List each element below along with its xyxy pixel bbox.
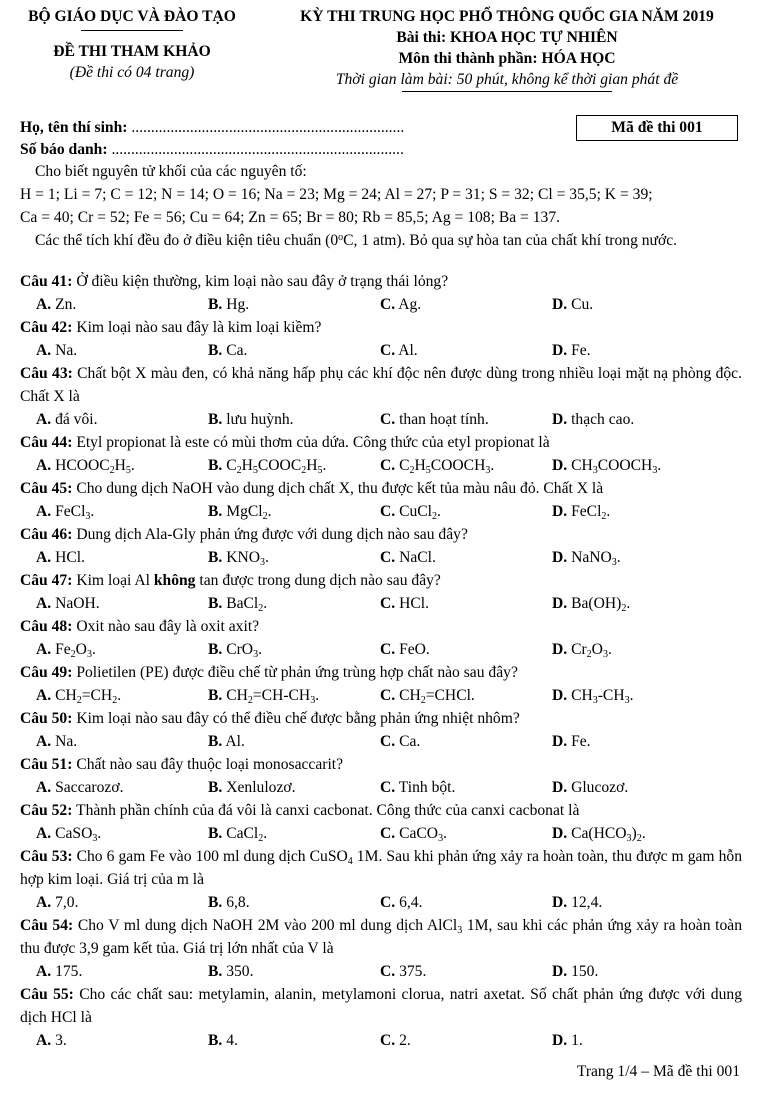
question-item	[20, 316, 742, 362]
option-letter: B.	[208, 825, 223, 842]
option-text: $Cr_2O_3$.	[567, 641, 612, 660]
answer-option-a[interactable]	[20, 684, 208, 707]
answer-option-d[interactable]	[552, 891, 724, 914]
option-text: Al.	[395, 342, 418, 359]
answer-options	[20, 339, 742, 362]
question-text: Kim loại Al không tan được trong dung dịch nào sau đây?	[72, 572, 441, 589]
candidate-name-field[interactable]: ......................................................................	[131, 119, 405, 136]
intro	[20, 160, 742, 252]
question-label: Câu 45:	[20, 480, 73, 497]
answer-option-d[interactable]	[552, 730, 724, 753]
option-text: MgCl$_2$.	[222, 503, 272, 522]
option-letter: A.	[36, 411, 52, 428]
question-text: Cho 6 gam Fe vào 100 ml dung dịch CuSO$_4$ 1M. Sau khi phản ứng xảy ra hoàn toàn, thu được m gam hỗn hợp kim loại. Giá trị của m là	[20, 848, 742, 888]
answer-option-c[interactable]	[380, 454, 552, 477]
question-item	[20, 799, 742, 845]
question-item	[20, 431, 742, 477]
answer-option-b[interactable]	[208, 960, 380, 983]
question-label: Câu 50:	[20, 710, 73, 727]
intro-line-4-a: Các thể tích khí đều đo ở điều kiện tiêu chuẩn (0	[35, 232, 339, 249]
option-letter: B.	[208, 342, 223, 359]
option-letter: A.	[36, 1032, 52, 1049]
question-stem	[20, 477, 742, 500]
question-label: Câu 54:	[20, 917, 74, 934]
answer-options	[20, 454, 742, 477]
answer-options	[20, 891, 742, 914]
exam-code-box: Mã đề thi 001	[576, 115, 738, 141]
option-letter: C.	[380, 779, 396, 796]
answer-option-a[interactable]	[20, 500, 208, 523]
option-text: FeCl$_3$.	[51, 503, 95, 522]
ministry-name: BỘ GIÁO DỤC VÀ ĐÀO TẠO	[28, 8, 236, 25]
option-text: Glucozơ.	[567, 779, 629, 796]
question-stem	[20, 753, 742, 776]
candidate-id-field[interactable]: ...........................................................................	[111, 141, 404, 158]
option-letter: D.	[552, 595, 568, 612]
answer-option-b[interactable]	[208, 1029, 380, 1052]
header-right-rule	[402, 91, 612, 92]
option-letter: C.	[380, 641, 396, 658]
answer-option-a[interactable]	[20, 730, 208, 753]
answer-option-d[interactable]	[552, 339, 724, 362]
header-left	[12, 6, 252, 83]
option-letter: B.	[208, 296, 223, 313]
option-text: $CH_2=CH_2$.	[51, 687, 122, 706]
question-label: Câu 53:	[20, 848, 73, 865]
question-text: Chất bột X màu đen, có khả năng hấp phụ các khí độc nên được dùng trong nhiều loại mặt nạ phòng độc. Chất X là	[20, 365, 742, 405]
answer-option-c[interactable]	[380, 408, 552, 431]
question-text: Thành phần chính của đá vôi là canxi cacbonat. Công thức của canxi cacbonat là	[72, 802, 580, 819]
option-text: CaSO$_3$.	[51, 825, 102, 844]
pages-note: (Đề thi có 04 trang)	[69, 64, 195, 81]
answer-option-a[interactable]	[20, 408, 208, 431]
intro-line-1: Cho biết nguyên tử khối của các nguyên tố:	[35, 163, 307, 180]
answer-option-d[interactable]	[552, 293, 724, 316]
option-text: Zn.	[51, 296, 77, 313]
header-left-rule	[81, 30, 183, 31]
question-stem	[20, 431, 742, 454]
question-text: Chất nào sau đây thuộc loại monosaccarit?	[72, 756, 344, 773]
option-letter: C.	[380, 1032, 396, 1049]
option-letter: A.	[36, 296, 52, 313]
question-stem	[20, 914, 742, 960]
question-label: Câu 51:	[20, 756, 73, 773]
answer-option-c[interactable]	[380, 684, 552, 707]
question-item	[20, 477, 742, 523]
option-letter: D.	[552, 411, 568, 428]
answer-option-c[interactable]	[380, 891, 552, 914]
question-item	[20, 523, 742, 569]
candidate-id-label: Số báo danh:	[20, 141, 108, 158]
option-text: 3.	[51, 1032, 67, 1049]
option-letter: B.	[208, 687, 223, 704]
option-letter: C.	[380, 549, 396, 566]
option-letter: D.	[552, 1032, 568, 1049]
question-item	[20, 845, 742, 914]
page-footer: Trang 1/4 – Mã đề thi 001	[576, 1063, 740, 1080]
question-label: Câu 44:	[20, 434, 73, 451]
option-text: lưu huỳnh.	[222, 411, 294, 428]
option-letter: A.	[36, 825, 52, 842]
answer-option-a[interactable]	[20, 960, 208, 983]
answer-option-a[interactable]	[20, 822, 208, 845]
question-stem	[20, 615, 742, 638]
answer-option-a[interactable]	[20, 339, 208, 362]
question-label: Câu 43:	[20, 365, 73, 382]
option-letter: B.	[208, 894, 223, 911]
option-text: FeCl$_2$.	[567, 503, 611, 522]
option-text: $Ca(HCO_3)_2$.	[567, 825, 646, 844]
answer-option-a[interactable]	[20, 293, 208, 316]
option-text: CrO$_3$.	[222, 641, 262, 660]
question-item	[20, 707, 742, 753]
option-letter: A.	[36, 595, 52, 612]
option-text: $CH_2=CH-CH_3$.	[222, 687, 320, 706]
option-text: FeO.	[395, 641, 430, 658]
option-letter: B.	[208, 549, 223, 566]
option-letter: B.	[208, 733, 223, 750]
answer-option-d[interactable]	[552, 500, 724, 523]
option-letter: C.	[380, 733, 396, 750]
answer-option-c[interactable]	[380, 776, 552, 799]
answer-options	[20, 684, 742, 707]
intro-line-2: H = 1; Li = 7; C = 12; N = 14; O = 16; Na = 23; Mg = 24; Al = 27; P = 31; S = 32; Cl = 35,5; K = 39;	[20, 186, 653, 203]
exam-title: KỲ THI TRUNG HỌC PHỔ THÔNG QUỐC GIA NĂM 2019	[300, 8, 714, 25]
question-stem	[20, 523, 742, 546]
question-label: Câu 42:	[20, 319, 73, 336]
answer-option-d[interactable]	[552, 408, 724, 431]
answer-option-a[interactable]	[20, 891, 208, 914]
degree-sup: o	[338, 232, 344, 243]
option-text: 6,4.	[395, 894, 423, 911]
answer-option-c[interactable]	[380, 500, 552, 523]
option-text: $CH_2=CHCl$.	[395, 687, 475, 706]
option-letter: A.	[36, 342, 52, 359]
answer-option-d[interactable]	[552, 684, 724, 707]
answer-option-b[interactable]	[208, 822, 380, 845]
option-letter: A.	[36, 779, 52, 796]
option-text: $CH_3-CH_3$.	[567, 687, 634, 706]
answer-option-d[interactable]	[552, 454, 724, 477]
option-letter: A.	[36, 687, 52, 704]
option-text: 1.	[567, 1032, 583, 1049]
option-text: 375.	[395, 963, 427, 980]
answer-options	[20, 408, 742, 431]
option-text: Fe.	[567, 733, 591, 750]
answer-options	[20, 776, 742, 799]
answer-option-a[interactable]	[20, 638, 208, 661]
option-text: HCl.	[51, 549, 85, 566]
answer-option-b[interactable]	[208, 638, 380, 661]
option-letter: A.	[36, 733, 52, 750]
option-text: $CH_3COOCH_3$.	[567, 457, 662, 476]
answer-options	[20, 592, 742, 615]
answer-options	[20, 293, 742, 316]
option-letter: A.	[36, 963, 52, 980]
answer-option-d[interactable]	[552, 1029, 724, 1052]
option-text: Ca.	[222, 342, 248, 359]
question-item	[20, 615, 742, 661]
answer-option-b[interactable]	[208, 684, 380, 707]
option-text: 7,0.	[51, 894, 79, 911]
option-letter: A.	[36, 457, 52, 474]
answer-option-d[interactable]	[552, 960, 724, 983]
answer-options	[20, 822, 742, 845]
answer-option-b[interactable]	[208, 891, 380, 914]
answer-option-c[interactable]	[380, 1029, 552, 1052]
option-letter: B.	[208, 457, 223, 474]
exam-type: ĐỀ THI THAM KHẢO	[53, 43, 211, 60]
question-label: Câu 46:	[20, 526, 73, 543]
option-text: 350.	[222, 963, 254, 980]
option-letter: A.	[36, 503, 52, 520]
option-text: Cu.	[567, 296, 594, 313]
answer-option-c[interactable]	[380, 546, 552, 569]
question-label: Câu 48:	[20, 618, 73, 635]
question-item	[20, 661, 742, 707]
answer-option-d[interactable]	[552, 638, 724, 661]
answer-option-c[interactable]	[380, 638, 552, 661]
option-text: CuCl$_2$.	[395, 503, 441, 522]
option-text: than hoạt tính.	[395, 411, 489, 428]
answer-options	[20, 638, 742, 661]
question-text: Polietilen (PE) được điều chế từ phản ứng trùng hợp chất nào sau đây?	[72, 664, 518, 681]
answer-options	[20, 730, 742, 753]
option-text: đá vôi.	[51, 411, 98, 428]
option-letter: A.	[36, 549, 52, 566]
option-text: NaCl.	[395, 549, 436, 566]
answer-option-b[interactable]	[208, 454, 380, 477]
question-item	[20, 362, 742, 431]
question-stem	[20, 845, 742, 891]
option-letter: B.	[208, 963, 223, 980]
option-text: NaNO$_3$.	[567, 549, 621, 568]
option-text: 4.	[222, 1032, 238, 1049]
option-letter: D.	[552, 503, 568, 520]
question-item	[20, 983, 742, 1052]
answer-options	[20, 960, 742, 983]
option-text: Hg.	[222, 296, 250, 313]
answer-option-b[interactable]	[208, 500, 380, 523]
option-text: thạch cao.	[567, 411, 635, 428]
option-text: 12,4.	[567, 894, 603, 911]
option-letter: C.	[380, 342, 396, 359]
answer-option-a[interactable]	[20, 592, 208, 615]
question-text: Kim loại nào sau đây có thể điều chế được bằng phản ứng nhiệt nhôm?	[72, 710, 520, 727]
question-text: Oxit nào sau đây là oxit axit?	[72, 618, 260, 635]
option-text: $Fe_2O_3$.	[51, 641, 96, 660]
time-note: Thời gian làm bài: 50 phút, không kể thời gian phát đề	[335, 71, 679, 88]
option-text: Fe.	[567, 342, 591, 359]
question-stem	[20, 270, 742, 293]
option-letter: D.	[552, 641, 568, 658]
answer-option-c[interactable]	[380, 293, 552, 316]
option-letter: C.	[380, 595, 396, 612]
answer-option-b[interactable]	[208, 339, 380, 362]
option-letter: A.	[36, 641, 52, 658]
option-letter: C.	[380, 503, 396, 520]
option-text: 6,8.	[222, 894, 250, 911]
subject-test: Bài thi: KHOA HỌC TỰ NHIÊN	[396, 29, 618, 46]
question-text: Cho dung dịch NaOH vào dung dịch chất X, thu được kết tủa màu nâu đỏ. Chất X là	[72, 480, 604, 497]
intro-line-3: Ca = 40; Cr = 52; Fe = 56; Cu = 64; Zn = 65; Br = 80; Rb = 85,5; Ag = 108; Ba = 137.	[20, 209, 561, 226]
option-text: BaCl$_2$.	[222, 595, 268, 614]
question-stem	[20, 799, 742, 822]
option-text: Na.	[51, 342, 78, 359]
question-text: Dung dịch Ala-Gly phản ứng được với dung dịch nào sau đây?	[72, 526, 468, 543]
option-text: CaCO$_3$.	[395, 825, 447, 844]
option-letter: B.	[208, 595, 223, 612]
option-letter: C.	[380, 411, 396, 428]
question-stem	[20, 362, 742, 408]
question-list	[20, 270, 742, 1052]
option-letter: B.	[208, 1032, 223, 1049]
option-letter: D.	[552, 457, 568, 474]
question-stem	[20, 983, 742, 1029]
answer-option-b[interactable]	[208, 546, 380, 569]
answer-options	[20, 500, 742, 523]
option-text: $C_2H_5COOC_2H_5$.	[222, 457, 327, 476]
option-letter: D.	[552, 894, 568, 911]
option-text: NaOH.	[51, 595, 100, 612]
answer-option-c[interactable]	[380, 592, 552, 615]
question-stem	[20, 316, 742, 339]
option-text: Ca.	[395, 733, 421, 750]
answer-option-a[interactable]	[20, 546, 208, 569]
question-stem	[20, 569, 742, 592]
question-item	[20, 569, 742, 615]
question-label: Câu 47:	[20, 572, 73, 589]
answer-option-d[interactable]	[552, 776, 724, 799]
question-item	[20, 914, 742, 983]
answer-option-d[interactable]	[552, 822, 724, 845]
option-text: Saccarozơ.	[51, 779, 124, 796]
option-text: $Ba(OH)_2$.	[567, 595, 631, 614]
option-letter: C.	[380, 894, 396, 911]
option-text: Na.	[51, 733, 78, 750]
option-letter: D.	[552, 963, 568, 980]
option-letter: B.	[208, 411, 223, 428]
option-text: HCl.	[395, 595, 429, 612]
option-letter: D.	[552, 733, 568, 750]
option-letter: D.	[552, 779, 568, 796]
answer-option-c[interactable]	[380, 730, 552, 753]
option-text: 2.	[395, 1032, 411, 1049]
question-stem	[20, 707, 742, 730]
intro-line-4-b: C, 1 atm). Bỏ qua sự hòa tan của chất khí trong nước.	[343, 232, 678, 249]
option-text: $KNO_3$.	[222, 549, 269, 568]
option-letter: C.	[380, 687, 396, 704]
answer-option-b[interactable]	[208, 776, 380, 799]
option-letter: B.	[208, 779, 223, 796]
option-text: 175.	[51, 963, 83, 980]
question-label: Câu 55:	[20, 986, 74, 1003]
candidate-name-label: Họ, tên thí sinh:	[20, 119, 128, 136]
option-letter: C.	[380, 963, 396, 980]
answer-option-d[interactable]	[552, 546, 724, 569]
answer-option-d[interactable]	[552, 592, 724, 615]
answer-option-a[interactable]	[20, 1029, 208, 1052]
option-letter: C.	[380, 457, 396, 474]
option-text: Ag.	[395, 296, 422, 313]
question-label: Câu 41:	[20, 273, 73, 290]
question-item	[20, 270, 742, 316]
question-text: Cho V ml dung dịch NaOH 2M vào 200 ml dung dịch AlCl$_3$ 1M, sau khi các phản ứng xảy ra hoàn toàn thu được 3,9 gam kết tủa. Giá trị lớn nhất của V là	[20, 917, 742, 957]
answer-option-b[interactable]	[208, 293, 380, 316]
answer-options	[20, 546, 742, 569]
answer-options	[20, 1029, 742, 1052]
option-text: 150.	[567, 963, 599, 980]
option-letter: D.	[552, 549, 568, 566]
question-stem	[20, 661, 742, 684]
option-letter: C.	[380, 825, 396, 842]
answer-option-c[interactable]	[380, 822, 552, 845]
question-text: Ở điều kiện thường, kim loại nào sau đây ở trạng thái lỏng?	[72, 273, 449, 290]
option-letter: B.	[208, 641, 223, 658]
answer-option-c[interactable]	[380, 339, 552, 362]
option-text: Al.	[222, 733, 245, 750]
option-text: Tinh bột.	[395, 779, 456, 796]
answer-option-a[interactable]	[20, 776, 208, 799]
intro-line-4	[20, 229, 742, 252]
option-text: $C_2H_5COOCH_3$.	[395, 457, 495, 476]
question-text: Kim loại nào sau đây là kim loại kiềm?	[72, 319, 322, 336]
answer-option-a[interactable]	[20, 454, 208, 477]
option-text: Xenlulozơ.	[222, 779, 296, 796]
option-text: CaCl$_2$.	[222, 825, 268, 844]
option-letter: B.	[208, 503, 223, 520]
option-text: $HCOOC_2H_5$.	[51, 457, 135, 476]
question-item	[20, 753, 742, 799]
header-right	[272, 6, 742, 92]
question-label: Câu 52:	[20, 802, 73, 819]
question-label: Câu 49:	[20, 664, 73, 681]
option-letter: C.	[380, 296, 396, 313]
exam-content	[20, 160, 742, 1052]
option-letter: D.	[552, 825, 568, 842]
candidate-id-row	[20, 139, 404, 161]
component-subject: Môn thi thành phần: HÓA HỌC	[398, 50, 616, 67]
question-text: Etyl propionat là este có mùi thơm của dứa. Công thức của etyl propionat là	[72, 434, 550, 451]
answer-option-b[interactable]	[208, 408, 380, 431]
candidate-name-row	[20, 117, 404, 139]
question-text: Cho các chất sau: metylamin, alanin, metylamoni clorua, natri axetat. Số chất phản ứng được với dung dịch HCl là	[20, 986, 742, 1026]
option-letter: D.	[552, 687, 568, 704]
candidate-info	[20, 117, 404, 161]
option-letter: D.	[552, 342, 568, 359]
option-letter: A.	[36, 894, 52, 911]
option-letter: D.	[552, 296, 568, 313]
answer-option-c[interactable]	[380, 960, 552, 983]
answer-option-b[interactable]	[208, 730, 380, 753]
answer-option-b[interactable]	[208, 592, 380, 615]
